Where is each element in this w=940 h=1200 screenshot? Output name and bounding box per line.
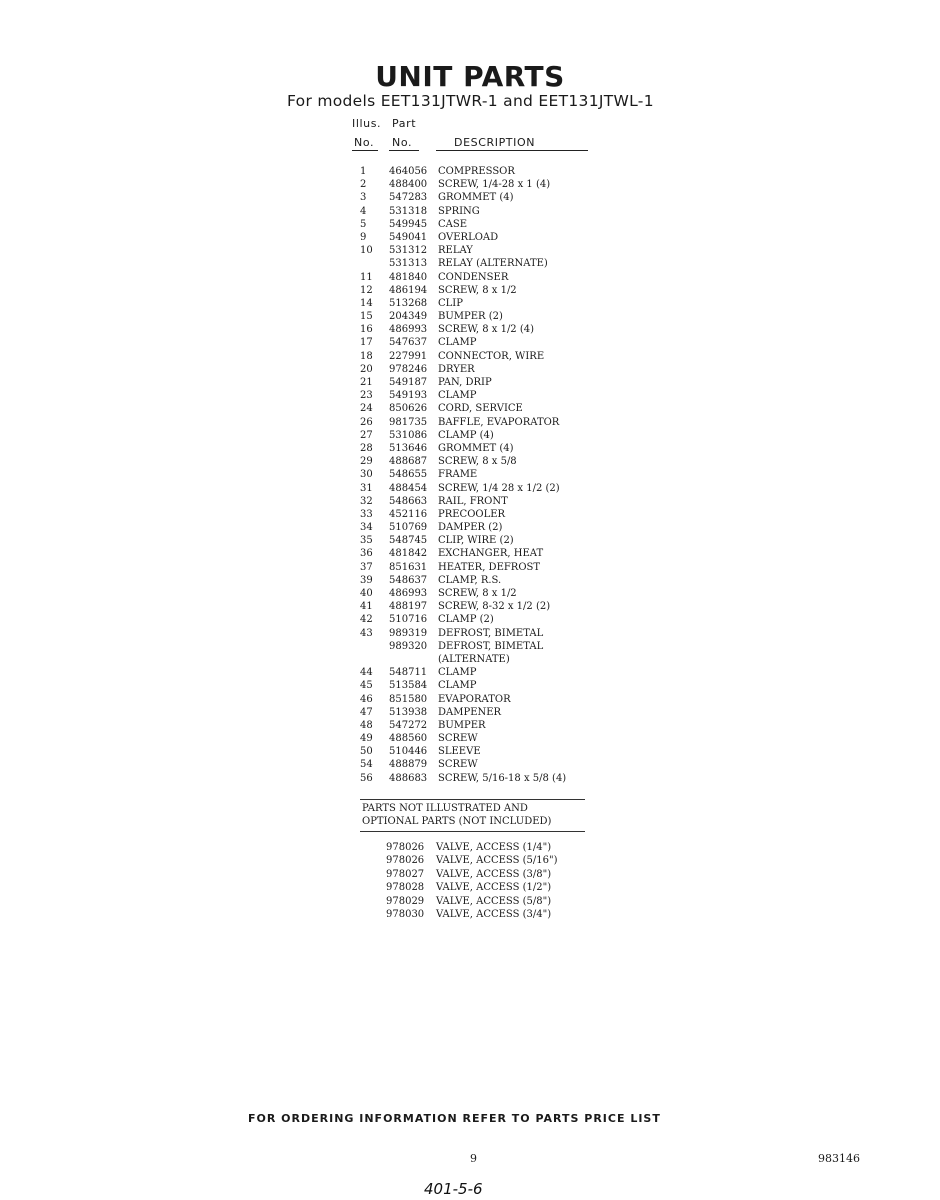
document-number: 983146 [818, 1152, 860, 1165]
part-row [360, 600, 590, 613]
part-row [360, 244, 590, 257]
part-description: BAFFLE, EVAPORATOR [438, 416, 560, 428]
part-number: 486993 [389, 324, 428, 336]
illus-number: 27 [360, 429, 373, 441]
part-description: CONNECTOR, WIRE [438, 350, 545, 362]
optional-part-row [386, 854, 557, 867]
part-description: BUMPER [438, 719, 486, 731]
part-description: EVAPORATOR [438, 693, 511, 705]
part-description: CLAMP (4) [438, 429, 494, 441]
optional-part-number: 978026 [386, 855, 425, 867]
part-row [360, 363, 590, 376]
illus-number: 54 [360, 759, 373, 771]
part-number: 531086 [389, 429, 428, 441]
part-number: 510769 [389, 522, 428, 534]
part-number: 850626 [389, 403, 428, 415]
part-description: CLIP, WIRE (2) [438, 535, 514, 547]
part-description: SCREW, 8 x 1/2 [438, 588, 517, 599]
illus-number: 48 [360, 719, 373, 731]
header-part-top: Part [392, 117, 417, 130]
part-number: 547272 [389, 719, 428, 731]
part-number: 531318 [389, 205, 428, 217]
part-number: 851580 [389, 693, 428, 705]
illus-number: 17 [360, 337, 373, 349]
part-row [360, 561, 590, 574]
part-description: DEFROST, BIMETAL [438, 627, 544, 639]
illus-number: 44 [360, 667, 373, 679]
illus-number: 29 [360, 456, 373, 468]
not-illustrated-line2: OPTIONAL PARTS (NOT INCLUDED) [362, 816, 552, 827]
part-row [360, 416, 590, 429]
optional-part-number: 978029 [386, 895, 425, 907]
part-description: OVERLOAD [438, 231, 499, 243]
part-row [360, 284, 590, 297]
part-number: 549193 [389, 390, 428, 402]
part-number: 488197 [389, 601, 428, 613]
illus-number: 35 [360, 535, 373, 547]
part-number: 488879 [389, 759, 428, 771]
part-number: 531312 [389, 245, 428, 257]
illus-number: 40 [360, 588, 373, 599]
optional-part-row [386, 895, 557, 908]
part-row [360, 772, 590, 785]
part-description: SCREW, 5/16-18 x 5/8 (4) [438, 772, 567, 784]
optional-parts-list [386, 841, 557, 921]
part-row [360, 758, 590, 771]
optional-part-number: 978026 [386, 842, 425, 853]
part-number: 488683 [389, 772, 428, 784]
part-description: CLIP [438, 297, 463, 309]
page-number: 9 [470, 1152, 477, 1165]
part-row [360, 547, 590, 560]
part-description: CASE [438, 218, 468, 230]
part-number: 981735 [389, 416, 428, 428]
part-description: FRAME [438, 469, 478, 481]
parts-list [360, 165, 590, 785]
part-row [360, 653, 590, 666]
illus-number: 10 [360, 245, 373, 257]
illus-number: 15 [360, 311, 373, 323]
part-description: DRYER [438, 363, 475, 375]
part-number: 548663 [389, 495, 428, 507]
part-description: DAMPER (2) [438, 522, 503, 534]
illus-number: 37 [360, 561, 373, 573]
optional-part-row [386, 908, 557, 921]
part-description: HEATER, DEFROST [438, 561, 541, 573]
part-row [360, 534, 590, 547]
part-description: DAMPENER [438, 706, 502, 718]
part-row [360, 257, 590, 270]
illus-number: 46 [360, 693, 373, 705]
part-description: COMPRESSOR [438, 166, 515, 177]
part-description: CLAMP [438, 390, 477, 402]
part-row [360, 693, 590, 706]
part-number: 548711 [389, 667, 428, 679]
part-row [360, 442, 590, 455]
illus-number: 36 [360, 548, 373, 560]
part-row [360, 706, 590, 719]
part-number: 513584 [389, 680, 428, 692]
optional-part-description: VALVE, ACCESS (5/16") [436, 855, 558, 867]
part-row [360, 336, 590, 349]
illus-number: 16 [360, 324, 373, 336]
part-description: GROMMET (4) [438, 442, 514, 454]
illus-number: 31 [360, 482, 373, 494]
illus-number: 2 [360, 179, 367, 191]
part-number: 549187 [389, 377, 428, 388]
part-row [360, 323, 590, 336]
part-number: 488454 [389, 482, 428, 494]
separator-bottom [360, 831, 585, 832]
part-description: SCREW, 8 x 1/2 [438, 284, 517, 296]
illus-number [360, 640, 380, 653]
part-description: SPRING [438, 205, 480, 217]
part-number: 510716 [389, 614, 428, 626]
illus-number: 30 [360, 469, 373, 481]
illus-number: 34 [360, 522, 373, 534]
part-number: 547283 [389, 192, 428, 204]
header-part-bottom: No. [392, 136, 413, 149]
illus-number: 21 [360, 377, 373, 388]
part-number: 547637 [389, 337, 428, 349]
part-description: RELAY [438, 245, 473, 257]
part-description: CLAMP [438, 680, 477, 692]
part-description: SCREW, 8-32 x 1/2 (2) [438, 601, 551, 613]
illus-number: 24 [360, 403, 373, 415]
illus-number [360, 653, 380, 666]
illus-number: 11 [360, 271, 373, 283]
part-description: (ALTERNATE) [438, 653, 510, 665]
optional-part-description: VALVE, ACCESS (5/8") [436, 895, 552, 907]
part-description: SCREW, 1/4-28 x 1 (4) [438, 179, 551, 191]
part-description: PRECOOLER [438, 508, 506, 520]
part-row [360, 218, 590, 231]
part-number: 452116 [389, 508, 428, 520]
illus-number: 47 [360, 706, 373, 718]
part-number: 488687 [389, 456, 428, 468]
illus-number: 23 [360, 390, 373, 402]
part-description: BUMPER (2) [438, 311, 503, 323]
part-number [380, 653, 438, 666]
part-row [360, 745, 590, 758]
part-description: CLAMP (2) [438, 614, 494, 626]
illus-number: 28 [360, 442, 373, 454]
separator-top [360, 799, 585, 800]
optional-part-number: 978027 [386, 868, 425, 880]
part-number: 989320 [389, 640, 428, 652]
part-description: CORD, SERVICE [438, 403, 523, 415]
part-row [360, 640, 590, 653]
part-row [360, 429, 590, 442]
part-number: 531313 [389, 258, 428, 270]
illus-number: 49 [360, 733, 373, 745]
illus-number: 5 [360, 218, 367, 230]
illus-number: 33 [360, 508, 373, 520]
part-number: 510446 [389, 746, 428, 758]
part-number: 481840 [389, 271, 428, 283]
part-description: EXCHANGER, HEAT [438, 548, 544, 560]
header-underline-illus [352, 150, 378, 151]
part-number: 513646 [389, 442, 428, 454]
page-title: UNIT PARTS [375, 60, 565, 93]
part-description: CLAMP [438, 337, 477, 349]
part-description: SLEEVE [438, 746, 481, 758]
optional-part-number: 978030 [386, 908, 425, 920]
part-description: CLAMP, R.S. [438, 574, 502, 586]
handwritten-note: 401-5-6 [424, 1180, 483, 1198]
ordering-footer: FOR ORDERING INFORMATION REFER TO PARTS PRICE LIST [248, 1112, 661, 1125]
part-description: DEFROST, BIMETAL [438, 640, 544, 652]
part-description: SCREW [438, 733, 478, 745]
part-row [360, 666, 590, 679]
part-description: RAIL, FRONT [438, 495, 508, 507]
part-description: SCREW, 8 x 5/8 [438, 456, 517, 468]
models-subtitle: For models EET131JTWR-1 and EET131JTWL-1 [287, 92, 654, 110]
part-row [360, 310, 590, 323]
part-row [360, 231, 590, 244]
part-row [360, 719, 590, 732]
part-number: 204349 [389, 311, 428, 323]
part-number: 486993 [389, 588, 428, 599]
part-number: 488400 [389, 179, 428, 191]
part-row [360, 297, 590, 310]
part-row [360, 402, 590, 415]
optional-part-row [386, 881, 557, 894]
part-row [360, 495, 590, 508]
part-number: 486194 [389, 284, 428, 296]
part-row [360, 679, 590, 692]
illus-number: 39 [360, 574, 373, 586]
optional-part-description: VALVE, ACCESS (1/2") [436, 882, 552, 894]
part-row [360, 178, 590, 191]
part-row [360, 191, 590, 204]
part-description: GROMMET (4) [438, 192, 514, 204]
part-number: 978246 [389, 363, 428, 375]
part-number: 548637 [389, 574, 428, 586]
illus-number: 32 [360, 495, 373, 507]
part-row [360, 468, 590, 481]
part-description: CLAMP [438, 667, 477, 679]
part-description: PAN, DRIP [438, 377, 492, 388]
illus-number: 20 [360, 363, 373, 375]
illus-number: 41 [360, 601, 373, 613]
part-description: SCREW, 8 x 1/2 (4) [438, 324, 535, 336]
part-number: 488560 [389, 733, 428, 745]
part-description: RELAY (ALTERNATE) [438, 258, 548, 270]
part-row [360, 521, 590, 534]
illus-number: 50 [360, 746, 373, 758]
part-number: 549945 [389, 218, 428, 230]
illus-number: 42 [360, 614, 373, 626]
part-description: SCREW, 1/4 28 x 1/2 (2) [438, 482, 560, 494]
part-number: 548745 [389, 535, 428, 547]
part-number: 989319 [389, 627, 428, 639]
part-row [360, 389, 590, 402]
header-underline-description [436, 150, 588, 151]
optional-part-number: 978028 [386, 882, 425, 894]
illus-number: 18 [360, 350, 373, 362]
part-row [360, 455, 590, 468]
part-number: 464056 [389, 166, 428, 177]
illus-number [360, 257, 380, 270]
optional-part-row [386, 841, 557, 854]
part-description: SCREW [438, 759, 478, 771]
illus-number: 9 [360, 231, 367, 243]
optional-part-row [386, 868, 557, 881]
illus-number: 14 [360, 297, 373, 309]
header-underline-part [389, 150, 419, 151]
part-row [360, 574, 590, 587]
header-illus-top: Illus. [352, 117, 382, 130]
part-row [360, 627, 590, 640]
part-number: 481842 [389, 548, 428, 560]
part-row [360, 271, 590, 284]
illus-number: 45 [360, 680, 373, 692]
part-number: 227991 [389, 350, 428, 362]
optional-part-description: VALVE, ACCESS (3/8") [436, 868, 552, 880]
part-number: 513268 [389, 297, 428, 309]
part-row [360, 205, 590, 218]
illus-number: 43 [360, 627, 373, 639]
part-description: CONDENSER [438, 271, 509, 283]
part-number: 549041 [389, 231, 428, 243]
part-row [360, 508, 590, 521]
illus-number: 1 [360, 166, 367, 177]
part-row [360, 376, 590, 389]
part-number: 513938 [389, 706, 428, 718]
part-row [360, 587, 590, 600]
header-illus-bottom: No. [354, 136, 375, 149]
part-row [360, 613, 590, 626]
illus-number: 3 [360, 192, 367, 204]
illus-number: 12 [360, 284, 373, 296]
part-row [360, 350, 590, 363]
part-number: 548655 [389, 469, 428, 481]
part-row [360, 482, 590, 495]
not-illustrated-line1: PARTS NOT ILLUSTRATED AND [362, 803, 528, 814]
part-row [360, 732, 590, 745]
optional-part-description: VALVE, ACCESS (3/4") [436, 908, 552, 920]
illus-number: 4 [360, 205, 367, 217]
illus-number: 26 [360, 416, 373, 428]
header-description: DESCRIPTION [454, 136, 536, 149]
illus-number: 56 [360, 772, 373, 784]
part-number: 851631 [389, 561, 428, 573]
optional-part-description: VALVE, ACCESS (1/4") [436, 842, 552, 853]
part-row [360, 165, 590, 178]
